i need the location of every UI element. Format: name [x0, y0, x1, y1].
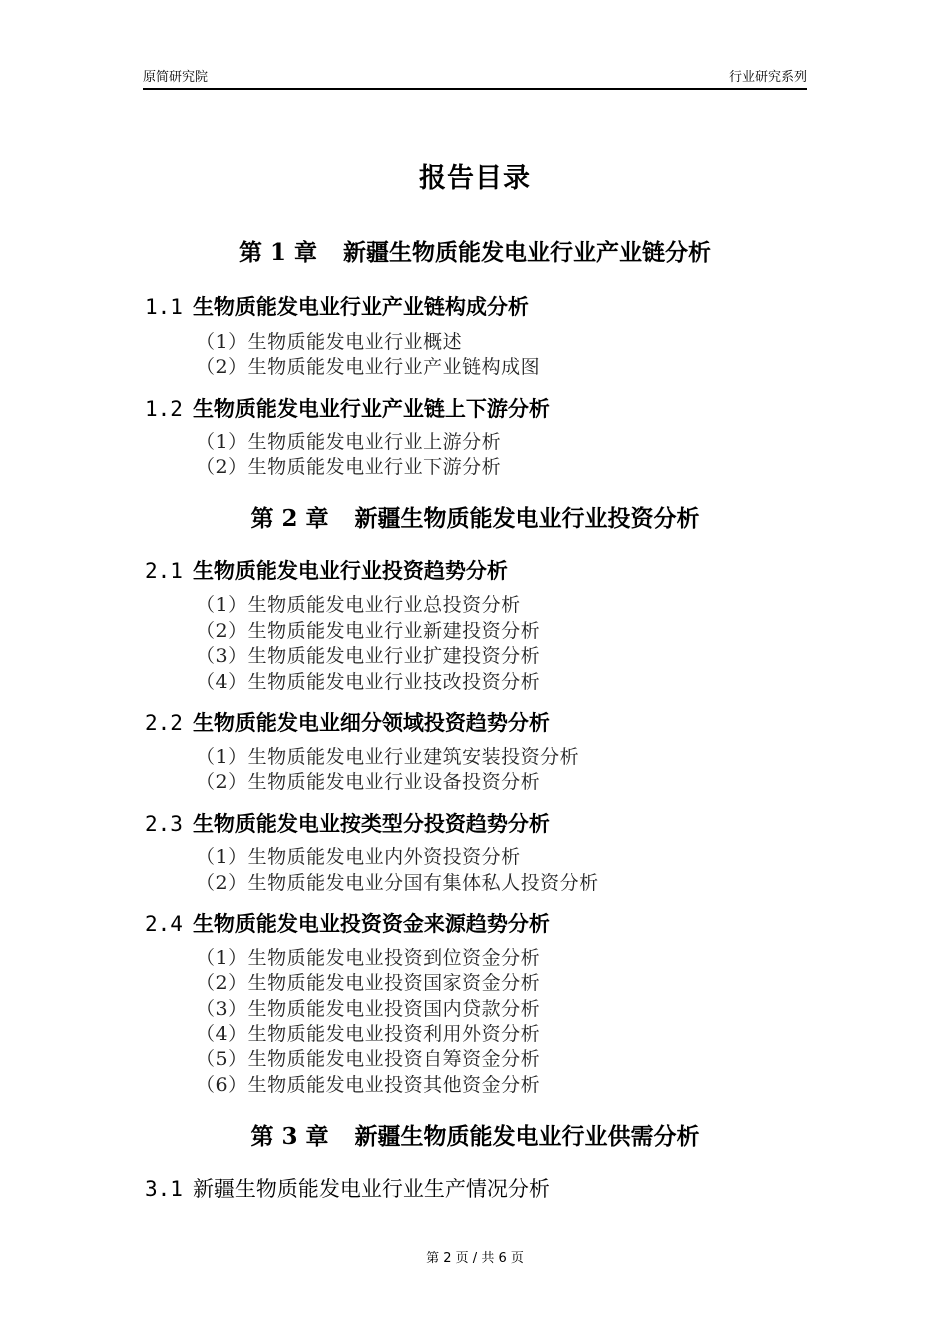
toc-item: （2）生物质能发电业行业产业链构成图: [196, 356, 541, 378]
section-heading: [145, 393, 550, 423]
section-title: 生物质能发电业细分领域投资趋势分析: [192, 710, 550, 735]
chapter-title: 新疆生物质能发电业行业产业链分析: [343, 239, 712, 266]
toc-item: （5）生物质能发电业投资自筹资金分析: [196, 1048, 541, 1070]
section-number: 2.4: [145, 912, 183, 936]
toc-item: （1）生物质能发电业投资到位资金分析: [196, 947, 541, 969]
toc-item: （1）生物质能发电业行业上游分析: [196, 431, 502, 453]
toc-item: （1）生物质能发电业行业概述: [196, 331, 463, 353]
section-title: 生物质能发电业按类型分投资趋势分析: [192, 811, 550, 836]
section-number: 1.2: [145, 397, 183, 421]
toc-item: （2）生物质能发电业行业新建投资分析: [196, 620, 541, 642]
section-heading: [145, 291, 529, 321]
chapter-title: 新疆生物质能发电业行业供需分析: [354, 1123, 700, 1150]
section-heading: [145, 707, 550, 737]
chapter-heading: [0, 1118, 950, 1151]
header-org: 原简研究院: [143, 70, 209, 85]
section-title: 新疆生物质能发电业行业生产情况分析: [192, 1177, 550, 1201]
chapter-title: 新疆生物质能发电业行业投资分析: [354, 505, 700, 532]
section-heading: [145, 1173, 550, 1203]
toc-item: （2）生物质能发电业投资国家资金分析: [196, 972, 541, 994]
section-title: 生物质能发电业行业投资趋势分析: [192, 558, 508, 583]
section-heading: [145, 908, 550, 938]
toc-item: （4）生物质能发电业行业技改投资分析: [196, 671, 541, 693]
page-footer: 第 2 页 / 共 6 页: [426, 1251, 524, 1266]
section-title: 生物质能发电业投资资金来源趋势分析: [192, 911, 550, 936]
header-series: 行业研究系列: [728, 70, 807, 85]
toc-item: （1）生物质能发电业内外资投资分析: [196, 846, 521, 868]
section-number: 2.1: [145, 559, 183, 583]
section-number: 3.1: [145, 1177, 183, 1201]
section-heading: [145, 555, 508, 585]
toc-item: （3）生物质能发电业行业扩建投资分析: [196, 645, 541, 667]
section-number: 1.1: [145, 295, 183, 319]
toc-item: （2）生物质能发电业分国有集体私人投资分析: [196, 872, 599, 894]
toc-item: （3）生物质能发电业投资国内贷款分析: [196, 998, 541, 1020]
section-title: 生物质能发电业行业产业链构成分析: [192, 294, 529, 319]
toc-item: （6）生物质能发电业投资其他资金分析: [196, 1074, 541, 1096]
chapter-number: 第 2 章: [250, 505, 329, 532]
section-heading: [145, 808, 550, 838]
page-header: [143, 66, 807, 90]
chapter-heading: [0, 500, 950, 533]
toc-item: （4）生物质能发电业投资利用外资分析: [196, 1023, 541, 1045]
toc-item: （1）生物质能发电业行业建筑安装投资分析: [196, 746, 580, 768]
toc-item: （2）生物质能发电业行业下游分析: [196, 456, 502, 478]
chapter-number: 第 1 章: [238, 239, 318, 266]
page-title: 报告目录: [419, 163, 531, 194]
section-number: 2.2: [145, 711, 183, 735]
chapter-heading: [0, 234, 950, 267]
toc-item: （1）生物质能发电业行业总投资分析: [196, 594, 521, 616]
toc-item: （2）生物质能发电业行业设备投资分析: [196, 771, 541, 793]
section-title: 生物质能发电业行业产业链上下游分析: [192, 396, 550, 421]
section-number: 2.3: [145, 812, 183, 836]
chapter-number: 第 3 章: [250, 1123, 329, 1150]
